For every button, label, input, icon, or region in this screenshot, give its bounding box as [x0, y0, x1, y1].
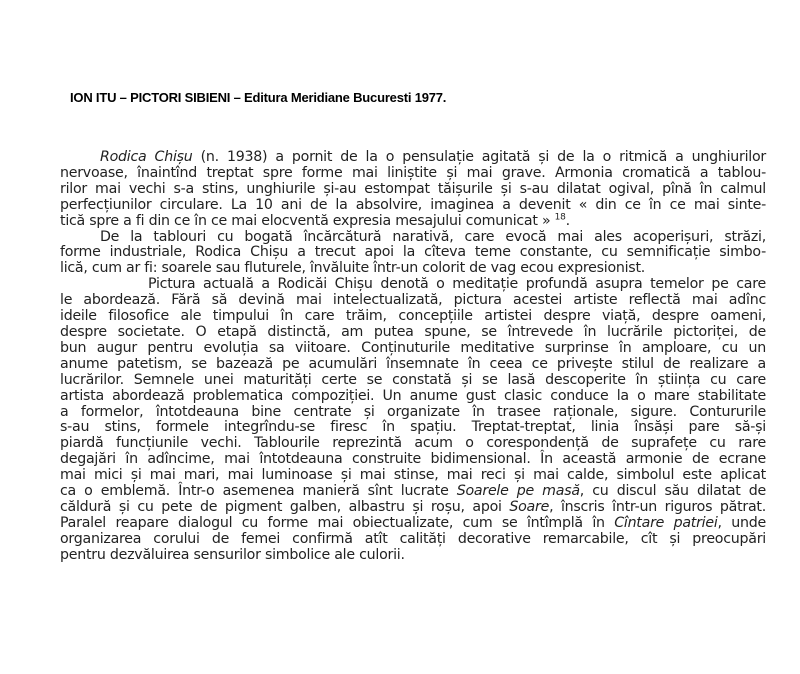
- italic-title: Cîntare patriei: [614, 514, 718, 531]
- text-line: [60, 436, 766, 452]
- text-run: tică spre a fi din ce în ce mai elocventă expresia mesajului comunicat »: [60, 212, 555, 229]
- text-run: , cu discul său dilatat de: [579, 483, 767, 500]
- text-run: (n. 1938) a pornit de la o pensulație agitată și de la o ritmică a unghiurilor: [192, 149, 767, 165]
- text-line: [60, 516, 766, 532]
- italic-title: Soarele pe masă: [456, 483, 580, 500]
- text-run: .: [565, 212, 570, 229]
- text-line: [60, 468, 766, 484]
- text-line: [60, 150, 766, 166]
- text-run: le abordează. Fără să devină mai intelectualizată, pictura acestei artiste reflectă mai adînc: [60, 292, 766, 309]
- text-line: [60, 198, 766, 214]
- text-run: piardă funcțiunile vechi. Tablourile reprezintă acum o corespondență de suprafețe cu rare: [60, 435, 766, 452]
- text-run: artista abordează problematica compoziției. Un anume gust clasic conduce la o mare stabilitate: [60, 387, 766, 404]
- text-run: De la tablouri cu bogată încărcătură narativă, care evocă mai ales acoperișuri, străzi,: [100, 228, 766, 245]
- text-run: nervoase, înaintînd treptat spre forme mai liniștite și mai grave. Armonia cromatică a tablou-: [60, 164, 766, 181]
- text-line: [60, 484, 766, 500]
- text-run: a formelor, întotdeauna bine centrate și organizate în trasee raționale, sigure. Contururile: [60, 403, 766, 420]
- text-run: Pictura actuală a Rodicăi Chișu denotă o meditație profundă asupra temelor pe care: [148, 276, 766, 293]
- text-line: [60, 500, 766, 516]
- text-run: perfecțiunilor circulare. La 10 ani de la absolvire, imaginea a devenit « din ce în ce mai sinte-: [60, 196, 766, 213]
- text-line: [60, 245, 766, 261]
- text-run: , unde: [717, 514, 766, 531]
- text-line: [60, 309, 766, 325]
- text-line: [60, 452, 766, 468]
- text-run: mai mici și mai mari, mai luminoase și mai stinse, mai reci și mai calde, simbolul este aplicat: [60, 467, 766, 484]
- text-run: ideile filosofice ale timpului în care trăim, concepțiile artistei despre viață, despre oameni,: [60, 308, 766, 325]
- text-run: ca o emblemă. Într-o asemenea manieră sînt lucrate: [60, 483, 457, 500]
- text-line: [60, 277, 766, 293]
- citation-header: ION ITU – PICTORI SIBIENI – Editura Meridiane Bucuresti 1977.: [70, 90, 447, 105]
- text-line: [60, 357, 766, 373]
- text-line: [60, 405, 766, 421]
- text-line: [60, 211, 766, 230]
- text-line: [60, 373, 766, 389]
- text-run: lică, cum ar fi: soarele sau fluturele, învăluite într-un colorit de vag ecou expresionist.: [60, 260, 646, 277]
- article-body: [60, 150, 766, 564]
- text-run: anume patetism, se bazează pe acumulări însemnate în ceea ce privește stilul de realizare a: [60, 355, 766, 372]
- text-run: forme industriale, Rodica Chișu a trecut apoi la cîteva teme constante, cu semnificație simbo-: [60, 244, 766, 261]
- italic-title: Soare: [509, 498, 550, 515]
- text-run: despre societate. O etapă distinctă, am putea spune, se întrevede în lucrările pictoriței, de: [60, 323, 766, 340]
- text-run: pentru dezvăluirea sensurilor simbolice ale culorii.: [60, 546, 405, 563]
- text-line: [60, 230, 766, 246]
- text-run: organizarea corului de femei confirmă atît calități decorative remarcabile, cît și preocupări: [60, 530, 766, 547]
- text-line: [60, 293, 766, 309]
- text-line: [60, 182, 766, 198]
- text-line: [60, 420, 766, 436]
- text-run: degajări în adîncime, mai întotdeauna construite bidimensional. În această armonie de ecrane: [60, 451, 766, 468]
- text-line: [60, 325, 766, 341]
- text-line: [60, 532, 766, 548]
- text-line: [60, 261, 766, 277]
- paragraph-1: [60, 150, 766, 230]
- text-run: s-au stins, formele integrîndu-se firesc în spațiu. Treptat-treptat, linia însăși pare să-și: [60, 419, 766, 436]
- text-line: [60, 166, 766, 182]
- text-run: bun augur pentru evoluția sa viitoare. Conținuturile meditative surprinse în amploare, cu un: [60, 339, 766, 356]
- paragraph-2: [60, 230, 766, 278]
- text-run: Paralel reapare dialogul cu forme mai obiectualizate, cum se întîmplă în: [60, 514, 615, 531]
- text-line: [60, 389, 766, 405]
- text-line: [60, 341, 766, 357]
- text-line: [60, 548, 766, 564]
- italic-title: Rodica Chișu: [100, 149, 193, 165]
- paragraph-3: [60, 277, 766, 563]
- text-run: lucrărilor. Semnele unei maturități certe se constată și se lasă descoperite în știința cu care: [60, 371, 766, 388]
- footnote-ref: 18: [554, 211, 566, 222]
- text-run: căldură și cu pete de pigment galben, albastru și roșu, apoi: [60, 498, 510, 515]
- text-run: rilor mai vechi s-a stins, unghiurile și-au estompat tăișurile și s-au dilatat ogival, pînă în calmul: [60, 180, 766, 197]
- text-run: , înscris într-un riguros pătrat.: [549, 498, 766, 515]
